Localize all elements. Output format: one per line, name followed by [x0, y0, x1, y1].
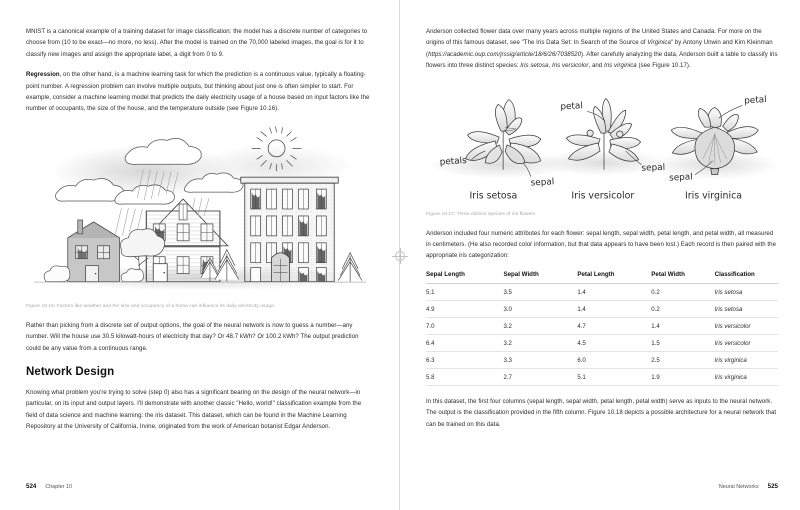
- cell-sepal-width: 3.5: [503, 283, 577, 300]
- table-row: [426, 368, 778, 385]
- cell-petal-width: 0.2: [651, 300, 714, 317]
- figure-10-16-caption: Figure 10.16: Factors like weather and the size and occupancy of a home can influence its daily electricity usage.: [26, 303, 276, 309]
- cell-sepal-width: 3.0: [503, 300, 577, 317]
- intro-sep-1: ,: [548, 62, 552, 70]
- species-name-setosa: Iris setosa: [469, 190, 518, 202]
- footer-left: [26, 483, 72, 490]
- registration-crosshair-icon: [392, 248, 408, 264]
- intro-text-4: (see Figure 10.17).: [636, 62, 691, 70]
- column-header-petal-length: Petal Length: [577, 271, 651, 284]
- column-header-sepal-length: Sepal Length: [426, 271, 503, 284]
- figure-houses-illustration: [26, 126, 374, 294]
- paragraph-regression: [26, 69, 374, 115]
- cell-classification: Iris virginica: [715, 368, 778, 385]
- species-name-virginica: Iris virginica: [685, 190, 742, 202]
- cell-petal-width: 0.2: [651, 283, 714, 300]
- label-virginica-sepal: sepal: [668, 171, 693, 184]
- iris-dataset-table: [426, 271, 778, 386]
- table-header-row: [426, 271, 778, 284]
- right-page: [400, 0, 800, 510]
- cell-sepal-width: 2.7: [503, 368, 577, 385]
- table-row: [426, 300, 778, 317]
- page-number-right: 525: [767, 483, 778, 490]
- section-heading-network-design: Network Design: [26, 366, 115, 379]
- cell-classification: Iris setosa: [715, 300, 778, 317]
- column-header-classification: Classification: [715, 271, 778, 284]
- footer-right: [719, 483, 778, 490]
- column-header-petal-width: Petal Width: [651, 271, 714, 284]
- cell-sepal-width: 3.2: [503, 317, 577, 334]
- small-house: [68, 220, 120, 282]
- column-header-sepal-width: Sepal Width: [503, 271, 577, 284]
- intro-text-3: ). After carefully analyzing the data, Anderson built a table to classify iris flowers into three distinct species:: [426, 50, 778, 70]
- cell-petal-length: 1.4: [577, 283, 651, 300]
- iris-dataset-link[interactable]: https://academic.oup.com/jrssig/article/18/6/26/7038520: [428, 50, 582, 58]
- table-row: [426, 317, 778, 334]
- paragraph-network-design: Knowing what problem you're trying to solve (step 0) also has a significant bearing on the design of the neural network—in particular, on its input and output layers. I'll demonstrate with another classic "Hello, world!" classification example from the field of data science and machine learning: the iris dataset. This dataset, which can be found in the Machine Learning Repository at the University of California, Irvine, originated from the work of American botanist Edgar Anderson.: [26, 389, 362, 431]
- table-row: [426, 334, 778, 351]
- intro-text-1: Anderson collected flower data over many years across multiple regions of the United States and Canada. For more on the origins of this famous dataset, see "The Iris Data Set: In Search of the Source of: [426, 28, 762, 47]
- figure-iris-illustration: [426, 85, 778, 203]
- species-virginica: Iris virginica: [603, 62, 637, 70]
- paragraph-closing: In this dataset, the first four columns (sepal length, sepal width, petal length, petal width) serve as inputs to the neural network. The output is the classification provided in the fifth column. Figure 10.18 depicts a possible architecture for a neural network that can be trained on this data.: [426, 397, 777, 428]
- cell-sepal-width: 3.3: [503, 351, 577, 368]
- cell-petal-length: 1.4: [577, 300, 651, 317]
- species-versicolor: Iris versicolor: [551, 62, 589, 70]
- cell-sepal-length: 7.0: [426, 317, 503, 334]
- cell-petal-length: 4.7: [577, 317, 651, 334]
- paragraph-mnist: MNIST is a canonical example of a training dataset for image classification: the model has a discrete number of categories to choose from (10 to be exact—no more, no less). After the model is trained on the 70,000 labeled images, the goal is for it to classify new images and assign the appropriate label, a digit from 0 to 9.: [26, 28, 368, 58]
- cell-sepal-length: 4.9: [426, 300, 503, 317]
- cell-classification: Iris virginica: [715, 351, 778, 368]
- label-virginica-petal: petal: [743, 94, 768, 107]
- cell-sepal-width: 3.2: [503, 334, 577, 351]
- cell-classification: Iris versicolor: [715, 317, 778, 334]
- cell-petal-width: 1.9: [651, 368, 714, 385]
- cell-sepal-length: 5.1: [426, 283, 503, 300]
- regression-text: , on the other hand, is a machine learning task for which the prediction is a continuous value, typically a floating-point number. A regression problem can involve multiple outputs, but thinking about just one is often simpler to start. For example, consider a machine learning model that predicts the daily electricity usage of a house based on input factors like the number of occupants, the size of the house, and the temperature outside (see Figure 10.16).: [26, 71, 370, 113]
- intro-text-2: " by Antony Unwin and Kim Kleinman (: [426, 39, 773, 58]
- apartment-building: [241, 177, 338, 281]
- paragraph-attributes: Anderson included four numeric attributes for each flower: sepal length, sepal width, petal length, and petal width, all measured in centimeters. (He also recorded color information, but that data appears to have been lost.) Each record is then paired with the appropriate iris categorization:: [426, 229, 777, 260]
- species-name-versicolor: Iris versicolor: [571, 190, 635, 202]
- chapter-label-right: Neural Networks: [718, 484, 759, 490]
- table-row: [426, 351, 778, 368]
- species-names: [470, 190, 742, 201]
- cell-classification: Iris setosa: [715, 283, 778, 300]
- chapter-label-left: Chapter 10: [45, 484, 72, 490]
- cell-petal-width: 1.5: [651, 334, 714, 351]
- cell-sepal-length: 5.8: [426, 368, 503, 385]
- paragraph-anderson-intro: [426, 26, 778, 72]
- cell-petal-length: 4.5: [577, 334, 651, 351]
- cell-sepal-length: 6.4: [426, 334, 503, 351]
- figure-10-17-caption: Figure 10.17: Three distinct species of iris flowers: [426, 211, 536, 217]
- iris-setosa-drawing: [466, 99, 541, 169]
- paragraph-continuous-range: Rather than picking from a discrete set of output options, the goal of the neural network is now to guess a number—any number. Will the house use 30.5 kilowatt-hours of electricity that day? Or 48.7 kWh? Or 100.2 kWh? The output prediction could be any value from a continuous range.: [26, 321, 359, 352]
- label-versicolor-sepal: sepal: [641, 162, 666, 174]
- label-setosa-sepal: sepal: [530, 176, 555, 189]
- page-number-left: 524: [26, 483, 37, 490]
- cell-sepal-length: 6.3: [426, 351, 503, 368]
- virginica-italic: Virginica: [647, 39, 671, 47]
- species-setosa: Iris setosa: [520, 62, 549, 70]
- label-setosa-petals: petals: [439, 155, 468, 168]
- label-versicolor-petal: petal: [560, 100, 584, 113]
- cell-petal-length: 6.0: [577, 351, 651, 368]
- cell-petal-length: 5.1: [577, 368, 651, 385]
- cell-petal-width: 1.4: [651, 317, 714, 334]
- cell-classification: Iris versicolor: [715, 334, 778, 351]
- table-row: [426, 283, 778, 300]
- regression-term: Regression: [26, 71, 60, 79]
- intro-sep-2: , and: [588, 62, 604, 70]
- cell-petal-width: 2.5: [651, 351, 714, 368]
